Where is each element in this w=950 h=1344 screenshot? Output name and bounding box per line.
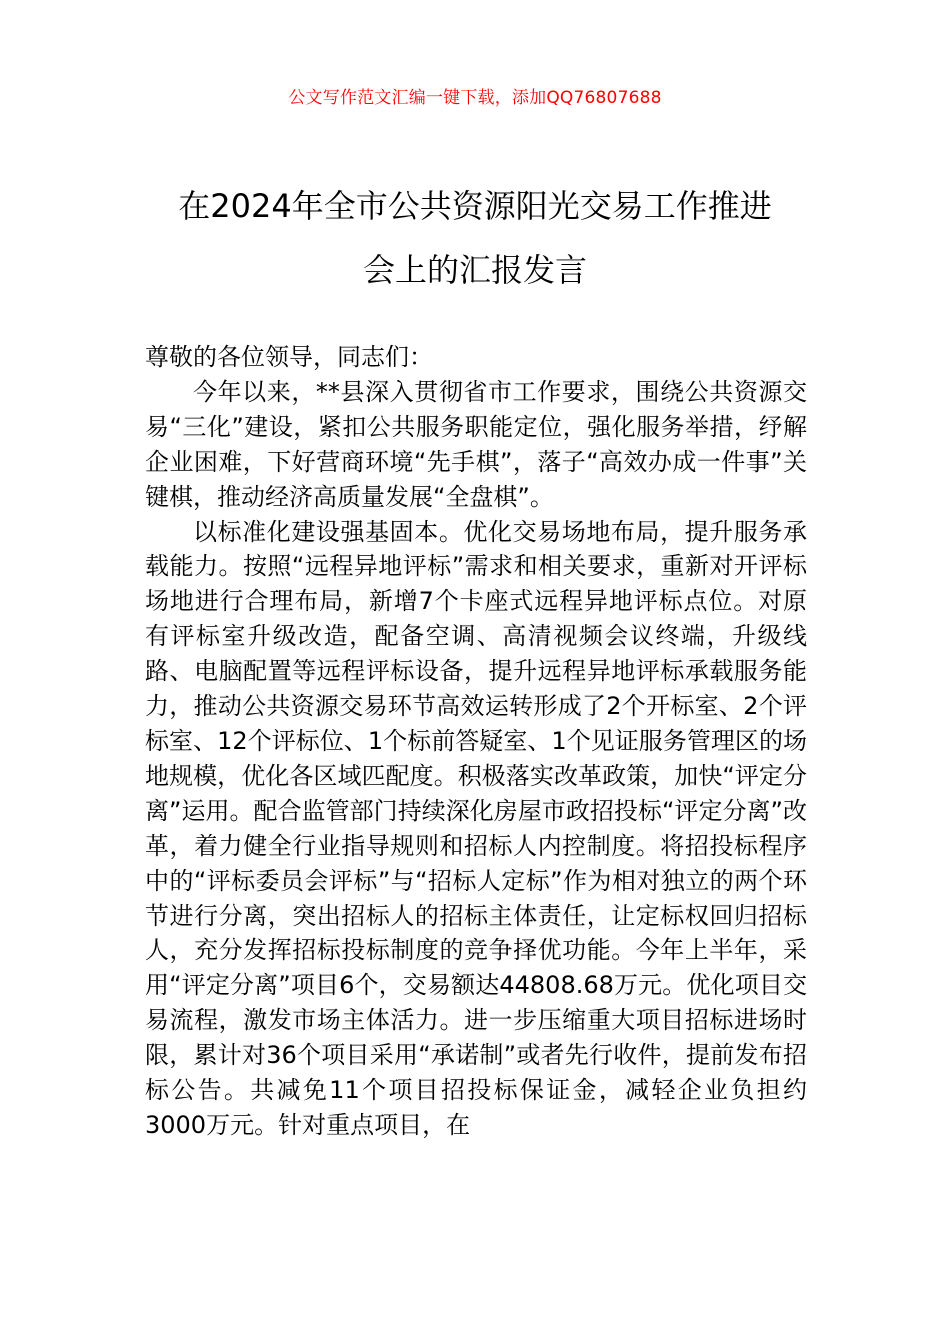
- document-title: [120, 174, 830, 302]
- paragraph-standardization: 以标准化建设强基固本。优化交易场地布局，提升服务承载能力。按照“远程异地评标”需求和相关要求，重新对开评标场地进行合理布局，新增7个卡座式远程异地评标点位。对原有评标室升级改造，配备空调、高清视频会议终端，升级线路、电脑配置等远程评标设备，提升远程异地评标承载服务能力，推动公共资源交易环节高效运转形成了2个开标室、2个评标室、12个评标位、1个标前答疑室、1个见证服务管理区的场地规模，优化各区域匹配度。积极落实改革政策，加快“评定分离”运用。配合监管部门持续深化房屋市政招投标“评定分离”改革，着力健全行业指导规则和招标人内控制度。将招投标程序中的“评标委员会评标”与“招标人定标”作为相对独立的两个环节进行分离，突出招标人的招标主体责任，让定标权回归招标人，充分发挥招标投标制度的竞争择优功能。今年上半年，采用“评定分离”项目6个，交易额达44808.68万元。优化项目交易流程，激发市场主体活力。进一步压缩重大项目招标进场时限，累计对36个项目采用“承诺制”或者先行收件，提前发布招标公告。共减免11个项目招投标保证金，减轻企业负担约3000万元。针对重点项目，在: [145, 517, 807, 1139]
- paragraph-intro: 今年以来，**县深入贯彻省市工作要求，围绕公共资源交易“三化”建设，紧扣公共服务职能定位，强化服务举措，纾解企业困难，下好营商环境“先手棋”，落子“高效办成一件事”关键棋，推动经济高质量发展“全盘棋”。: [145, 377, 807, 511]
- header-note: 公文写作范文汇编一键下载，添加QQ76807688: [288, 88, 662, 108]
- salutation: 尊敬的各位领导，同志们：: [145, 343, 433, 371]
- document-body: [145, 340, 807, 1143]
- document-title-line-1: 在2024年全市公共资源阳光交易工作推进: [178, 187, 772, 225]
- document-title-line-2: 会上的汇报发言: [362, 251, 587, 289]
